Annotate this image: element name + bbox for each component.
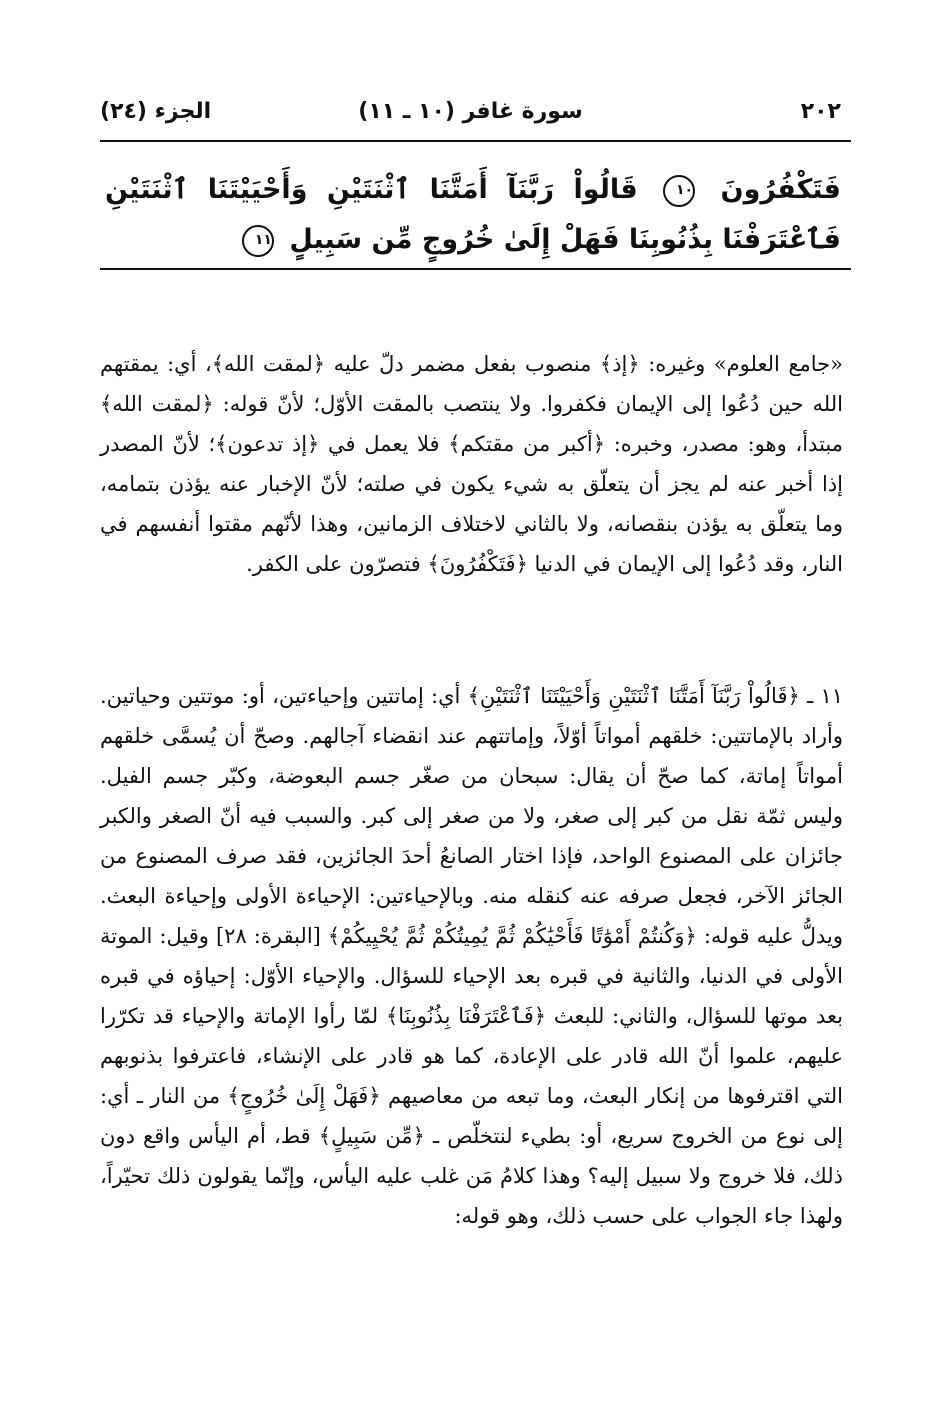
quran-verse-end-10: فَتَكْفُرُونَ <box>720 174 841 205</box>
ayah-number-10: ١٠ <box>663 175 695 207</box>
header-divider <box>100 140 851 142</box>
quran-verse-11: قَالُواْ رَبَّنَآ أَمَتَّنَا ٱثْنَتَيْنِ وَأَحْيَيْتَنَا ٱثْنَتَيْنِ فَٱعْتَرَفْنَا بِذُنُوبِنَا فَهَلْ إِلَىٰ خُرُوجٍ مِّن سَبِيلٍ <box>105 174 841 255</box>
surah-title: سورة غافر (١٠ ـ ١١) <box>358 99 583 124</box>
quran-divider <box>100 268 851 270</box>
page-number: ٢٠٢ <box>800 99 841 124</box>
page-header <box>100 95 841 137</box>
quran-verses <box>105 165 841 265</box>
part-label: الجزء (٢٤) <box>100 99 212 124</box>
tafsir-paragraph-2: ١١ ـ ﴿قَالُواْ رَبَّنَآ أَمَتَّنَا ٱثْنَتَيْنِ وَأَحْيَيْتَنَا ٱثْنَتَيْنِ﴾ أي: إماتتين وإحياءتين، أو: موتتين وحياتين. وأراد بالإماتتين: خلقهم أمواتاً أوّلاً، وإماتتهم عند انقضاء آجالهم. وصحّ أن يُسمَّى خلقهم أمواتاً إماتة، كما صحّ أن يقال: سبحان من صغّر جسم البعوضة، وكبّر جسم الفيل. وليس ثمّة نقل من كبر إلى صغر، ولا من صغر إلى كبر. والسبب فيه أنّ الصغر والكبر جائزان على المصنوع الواحد، فإذا اختار الصانعُ أحدَ الجائزين، فقد صرف المصنوع من الجائز الآخر، فجعل صرفه عنه كنقله منه. وبالإحياءتين: الإحياءة الأولى وإحياءة البعث. ويدلُّ عليه قوله: ﴿وَكُنتُمْ أَمْوَٰتًا فَأَحْيَٰكُمْ ثُمَّ يُمِيتُكُمْ ثُمَّ يُحْيِيكُمْ﴾ [البقرة: ٢٨] وقيل: الموتة الأولى في الدنيا، والثانية في قبره بعد الإحياء للسؤال. والإحياء الأوّل: إحياؤه في قبره بعد موتها للسؤال، والثاني: للبعث ﴿فَٱعْتَرَفْنَا بِذُنُوبِنَا﴾ لمّا رأوا الإماتة والإحياء قد تكرّرا عليهم، علموا أنّ الله قادر على الإعادة، كما هو قادر على الإنشاء، فاعترفوا بذنوبهم التي اقترفوها من إنكار البعث، وما تبعه من معاصيهم ﴿فَهَلْ إِلَىٰ خُرُوجٍ﴾ من النار ـ أي: إلى نوع من الخروج سريع، أو: بطيء لنتخلّص ـ ﴿مِّن سَبِيلٍ﴾ قط، أم اليأس واقع دون ذلك، فلا خروج ولا سبيل إليه؟ وهذا كلامُ مَن غلب عليه اليأس، وإنّما يقولون ذلك تحيّراً، ولهذا جاء الجواب على حسب ذلك، وهو قوله: <box>100 684 843 1228</box>
tafsir-paragraph-1: «جامع العلوم» وغيره: ﴿إذ﴾ منصوب بفعل مضمر دلّ عليه ﴿لمقت الله﴾، أي: يمقتهم الله حين دُعُوا إلى الإيمان فكفروا. ولا ينتصب بالمقت الأوّل؛ لأنّ قوله: ﴿لمقت الله﴾ مبتدأ، وهو: مصدر، وخبره: ﴿أكبر من مقتكم﴾ فلا يعمل في ﴿إذ تدعون﴾؛ لأنّ المصدر إذا أخبر عنه لم يجز أن يتعلّق به شيء يكون في صلته؛ لأنّ الإخبار عنه يؤذن بتمامه، وما يتعلّق به يؤذن بنقصانه، ولا بالثاني لاختلاف الزمانين، وهذا لأنّهم مقتوا أنفسهم في النار، وقد دُعُوا إلى الإيمان في الدنيا ﴿فَتَكْفُرُونَ﴾ فتصرّون على الكفر. <box>100 352 843 576</box>
ayah-number-11: ١١ <box>242 225 274 257</box>
